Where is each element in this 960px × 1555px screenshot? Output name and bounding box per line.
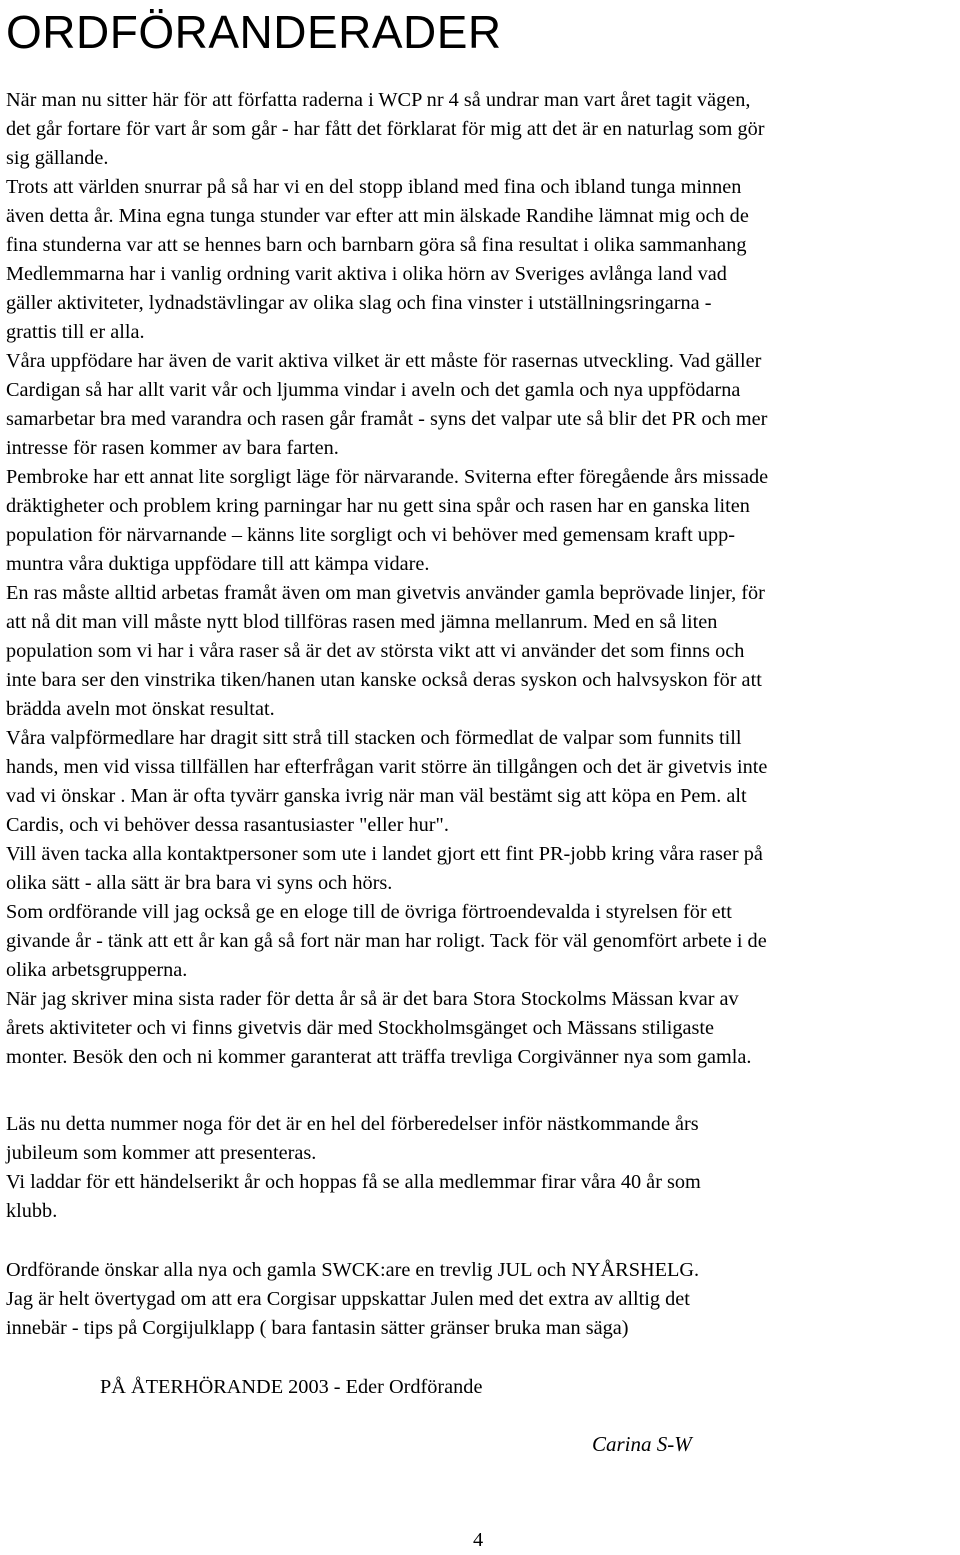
text-line: dräktigheter och problem kring parningar har nu gett sina spår och rasen har en ganska liten xyxy=(6,495,750,517)
text-line: Jag är helt övertygad om att era Corgisar uppskattar Julen med det extra av alltig det xyxy=(6,1288,690,1310)
text-line: När man nu sitter här för att författa raderna i WCP nr 4 så undrar man vart året tagit vägen, xyxy=(6,89,751,111)
text-line: det går fortare för vart år som går - har fått det förklarat för mig att det är en naturlag som gör xyxy=(6,118,765,140)
text-line: Våra uppfödare har även de varit aktiva vilket är ett måste för rasernas utveckling. Vad gäller xyxy=(6,350,762,372)
text-line: givande år - tänk att ett år kan gå så fort när man har roligt. Tack för väl genomfört arbete i de xyxy=(6,930,767,952)
text-line: muntra våra duktiga uppfödare till att kämpa vidare. xyxy=(6,553,430,575)
text-line: Pembroke har ett annat lite sorgligt läge för närvarande. Sviterna efter föregående års missade xyxy=(6,466,769,488)
text-line: population för närvarnande – känns lite sorgligt och vi behöver med gemensam kraft upp- xyxy=(6,524,735,546)
paragraph-main xyxy=(6,86,960,1072)
text-line: olika arbetsgrupperna. xyxy=(6,959,188,981)
text-line: jubileum som kommer att presenteras. xyxy=(6,1142,317,1164)
text-line: olika sätt - alla sätt är bra bara vi syns och hörs. xyxy=(6,872,393,894)
text-line: inte bara ser den vinstrika tiken/hanen utan kanske också deras syskon och halvsyskon för att xyxy=(6,669,762,691)
text-line: brädda aveln mot önskat resultat. xyxy=(6,698,275,720)
text-line: Cardis, och vi behöver dessa rasantusiaster "eller hur". xyxy=(6,814,449,836)
text-line: klubb. xyxy=(6,1200,58,1222)
text-line: En ras måste alltid arbetas framåt även om man givetvis använder gamla beprövade linjer, för xyxy=(6,582,765,604)
text-line: Vill även tacka alla kontaktpersoner som ute i landet gjort ett fint PR-jobb kring våra raser på xyxy=(6,843,763,865)
text-line: även detta år. Mina egna tunga stunder var efter att min älskade Randihe lämnat mig och de xyxy=(6,205,749,227)
text-line: fina stunderna var att se hennes barn och barnbarn göra så fina resultat i olika sammanhang xyxy=(6,234,747,256)
text-line: Vi laddar för ett händelserikt år och hoppas få se alla medlemmar firar våra 40 år som xyxy=(6,1171,701,1193)
closing-line: PÅ ÅTERHÖRANDE 2003 - Eder Ordförande xyxy=(100,1376,483,1398)
text-line: intresse för rasen kommer av bara farten. xyxy=(6,437,339,459)
text-line: samarbetar bra med varandra och rasen går framåt - syns det valpar ute så blir det PR och mer xyxy=(6,408,768,430)
text-line: När jag skriver mina sista rader för detta år så är det bara Stora Stockolms Mässan kvar av xyxy=(6,988,739,1010)
page-number: 4 xyxy=(473,1529,484,1551)
page-title: ORDFÖRANDERADER xyxy=(6,6,502,58)
text-line: att nå dit man vill måste nytt blod tillföras rasen med jämna mellanrum. Med en så liten xyxy=(6,611,718,633)
text-line: Läs nu detta nummer noga för det är en hel del förberedelser inför nästkommande års xyxy=(6,1113,699,1135)
paragraph-jubilee xyxy=(6,1110,960,1226)
paragraph-greetings xyxy=(6,1256,960,1343)
text-line: monter. Besök den och ni kommer garanterat att träffa trevliga Corgivänner nya som gamla. xyxy=(6,1046,752,1068)
text-line: vad vi önskar . Man är ofta tyvärr ganska ivrig när man väl bestämt sig att köpa en Pem. alt xyxy=(6,785,747,807)
text-line: sig gällande. xyxy=(6,147,109,169)
text-line: Cardigan så har allt varit vår och ljumma vindar i aveln och det gamla och nya uppfödarna xyxy=(6,379,741,401)
text-line: innebär - tips på Corgijulklapp ( bara fantasin sätter gränser bruka man säga) xyxy=(6,1317,629,1339)
signature: Carina S-W xyxy=(592,1432,692,1456)
text-line: Som ordförande vill jag också ge en eloge till de övriga förtroendevalda i styrelsen för ett xyxy=(6,901,732,923)
text-line: Våra valpförmedlare har dragit sitt strå till stacken och förmedlat de valpar som funnits till xyxy=(6,727,742,749)
text-line: Medlemmarna har i vanlig ordning varit aktiva i olika hörn av Sveriges avlånga land vad xyxy=(6,263,727,285)
text-line: årets aktiviteter och vi finns givetvis där med Stockholmsgänget och Mässans stiligaste xyxy=(6,1017,715,1039)
text-line: hands, men vid vissa tillfällen har efterfrågan varit större än tillgången och det är givetvis inte xyxy=(6,756,768,778)
text-line: population som vi har i våra raser så är det av största vikt att vi använder det som finns och xyxy=(6,640,745,662)
text-line: Ordförande önskar alla nya och gamla SWCK:are en trevlig JUL och NYÅRSHELG. xyxy=(6,1259,700,1281)
text-line: grattis till er alla. xyxy=(6,321,145,343)
text-line: Trots att världen snurrar på så har vi en del stopp ibland med fina och ibland tunga minnen xyxy=(6,176,742,198)
text-line: gäller aktiviteter, lydnadstävlingar av olika slag och fina vinster i utställningsringarna - xyxy=(6,292,712,314)
